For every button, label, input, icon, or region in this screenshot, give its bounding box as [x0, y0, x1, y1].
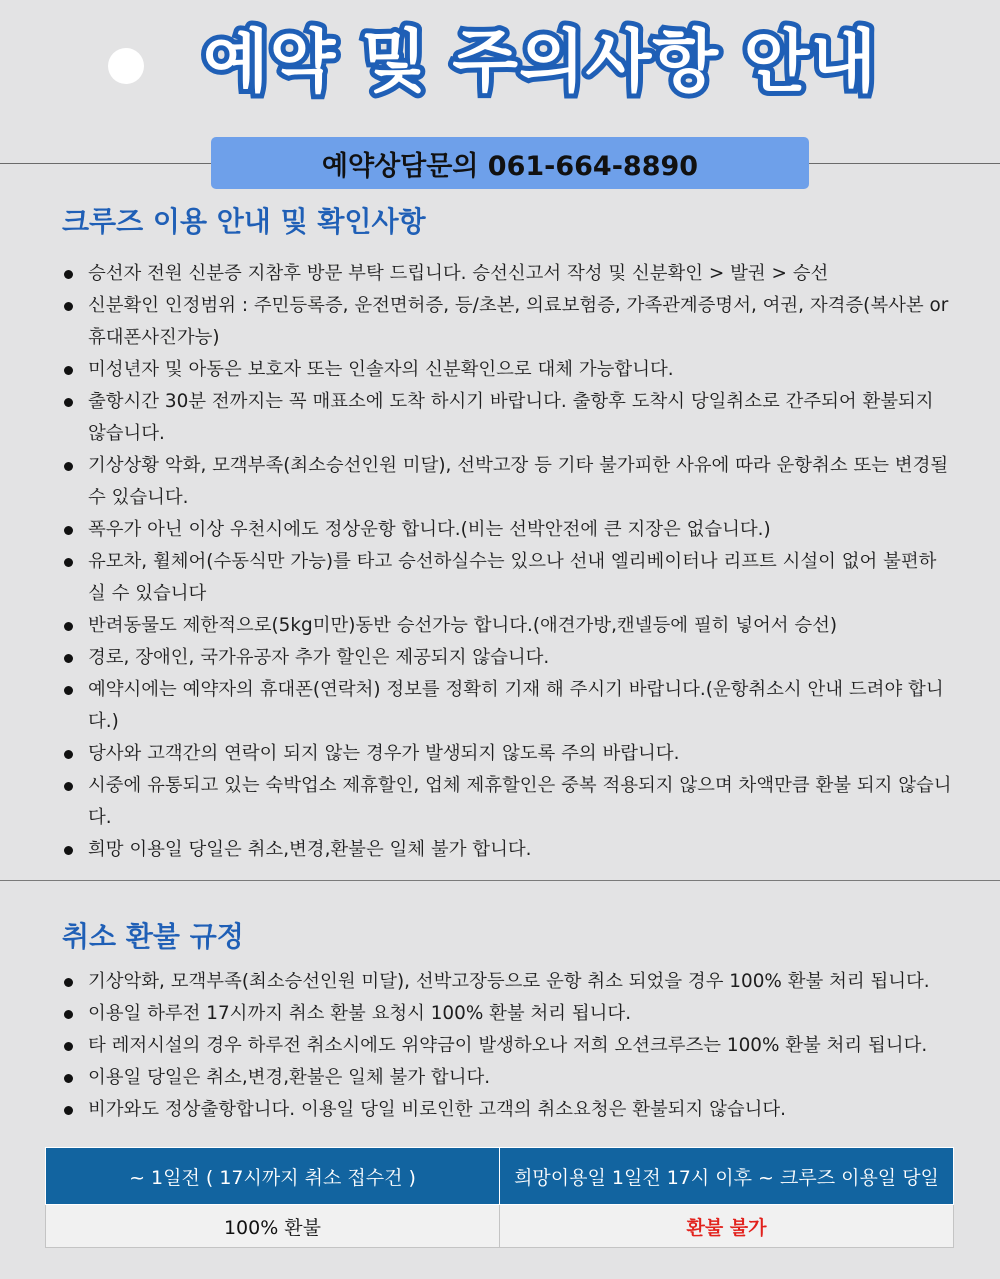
bullet-icon — [64, 302, 73, 311]
list-item — [62, 770, 952, 834]
page-title: 예약 및 주의사항 안내 — [202, 23, 878, 102]
refund-full-cell: 100% 환불 — [46, 1205, 500, 1248]
refund-table — [45, 1147, 954, 1248]
list-item — [62, 674, 952, 738]
contact-banner: 예약상담문의 061-664-8890 — [211, 137, 809, 189]
list-item-text: 당사와 고객간의 연락이 되지 않는 경우가 발생되지 않도록 주의 바랍니다. — [88, 743, 680, 764]
list-item-text: 희망 이용일 당일은 취소,변경,환불은 일체 불가 합니다. — [88, 839, 532, 860]
list-item — [62, 738, 952, 770]
bullet-icon — [64, 846, 73, 855]
usage-guide-list — [62, 258, 952, 866]
list-item — [62, 1030, 952, 1062]
bullet-icon — [64, 1042, 73, 1051]
bullet-icon — [64, 654, 73, 663]
list-item — [62, 514, 952, 546]
bullet-icon — [64, 1010, 73, 1019]
list-item — [62, 998, 952, 1030]
bullet-icon — [64, 270, 73, 279]
list-item-text: 경로, 장애인, 국가유공자 추가 할인은 제공되지 않습니다. — [88, 647, 550, 668]
table-header-row — [46, 1148, 954, 1205]
list-item — [62, 1094, 952, 1126]
list-item-text: 신분확인 인정범위 : 주민등록증, 운전면허증, 등/초본, 의료보험증, 가족관계증명서, 여권, 자격증(복사본 or휴대폰사진가능) — [88, 295, 949, 348]
bullet-icon — [64, 1074, 73, 1083]
list-item-text: 타 레저시설의 경우 하루전 취소시에도 위약금이 발생하오나 저희 오션크루즈는 100% 환불 처리 됩니다. — [88, 1035, 928, 1056]
bullet-icon — [64, 558, 73, 567]
bullet-icon — [64, 686, 73, 695]
bullet-icon — [64, 782, 73, 791]
list-item-text: 예약시에는 예약자의 휴대폰(연락처) 정보를 정확히 기재 해 주시기 바랍니다.(운항취소시 안내 드려야 합니다.) — [88, 679, 944, 732]
list-item — [62, 610, 952, 642]
bullet-icon — [64, 462, 73, 471]
list-item-text: 폭우가 아닌 이상 우천시에도 정상운항 합니다.(비는 선박안전에 큰 지장은 없습니다.) — [88, 519, 771, 540]
list-item — [62, 354, 952, 386]
section-divider — [0, 880, 1000, 881]
list-item-text: 반려동물도 제한적으로(5kg미만)동반 승선가능 합니다.(애견가방,캔넬등에 필히 넣어서 승선) — [88, 615, 838, 636]
title-bullet-dot — [108, 48, 144, 84]
bullet-icon — [64, 1106, 73, 1115]
section-title-refund-policy: 취소 환불 규정 — [62, 920, 244, 953]
table-header-before-deadline: ~ 1일전 ( 17시까지 취소 접수건 ) — [46, 1148, 500, 1205]
list-item — [62, 642, 952, 674]
list-item-text: 기상악화, 모객부족(최소승선인원 미달), 선박고장등으로 운항 취소 되었을 경우 100% 환불 처리 됩니다. — [88, 971, 930, 992]
list-item-text: 이용일 하루전 17시까지 취소 환불 요청시 100% 환불 처리 됩니다. — [88, 1003, 632, 1024]
list-item — [62, 258, 952, 290]
list-item-text: 유모차, 휠체어(수동식만 가능)를 타고 승선하실수는 있으나 선내 엘리베이터나 리프트 시설이 없어 불편하실 수 있습니다 — [88, 551, 937, 604]
list-item — [62, 834, 952, 866]
list-item — [62, 386, 952, 450]
table-row — [46, 1205, 954, 1248]
bullet-icon — [64, 398, 73, 407]
bullet-icon — [64, 526, 73, 535]
list-item-text: 비가와도 정상출항합니다. 이용일 당일 비로인한 고객의 취소요청은 환불되지 않습니다. — [88, 1099, 787, 1120]
list-item-text: 이용일 당일은 취소,변경,환불은 일체 불가 합니다. — [88, 1067, 491, 1088]
list-item — [62, 1062, 952, 1094]
list-item — [62, 546, 952, 610]
list-item — [62, 290, 952, 354]
list-item-text: 출항시간 30분 전까지는 꼭 매표소에 도착 하시기 바랍니다. 출항후 도착시 당일취소로 간주되어 환불되지 않습니다. — [88, 391, 934, 444]
bullet-icon — [64, 622, 73, 631]
bullet-icon — [64, 978, 73, 987]
list-item-text: 기상상황 악화, 모객부족(최소승선인원 미달), 선박고장 등 기타 불가피한 사유에 따라 운항취소 또는 변경될 수 있습니다. — [88, 455, 949, 508]
list-item — [62, 966, 952, 998]
table-header-after-deadline: 희망이용일 1일전 17시 이후 ~ 크루즈 이용일 당일 — [500, 1148, 954, 1205]
list-item-text: 미성년자 및 아동은 보호자 또는 인솔자의 신분확인으로 대체 가능합니다. — [88, 359, 674, 380]
bullet-icon — [64, 366, 73, 375]
list-item-text: 승선자 전원 신분증 지참후 방문 부탁 드립니다. 승선신고서 작성 및 신분확인 > 발권 > 승선 — [88, 263, 829, 284]
section-title-usage-guide: 크루즈 이용 안내 및 확인사항 — [62, 205, 426, 238]
bullet-icon — [64, 750, 73, 759]
refund-policy-list — [62, 966, 952, 1126]
list-item-text: 시중에 유통되고 있는 숙박업소 제휴할인, 업체 제휴할인은 중복 적용되지 않으며 차액만큼 환불 되지 않습니다. — [88, 775, 952, 828]
list-item — [62, 450, 952, 514]
refund-none-cell: 환불 불가 — [500, 1205, 954, 1248]
